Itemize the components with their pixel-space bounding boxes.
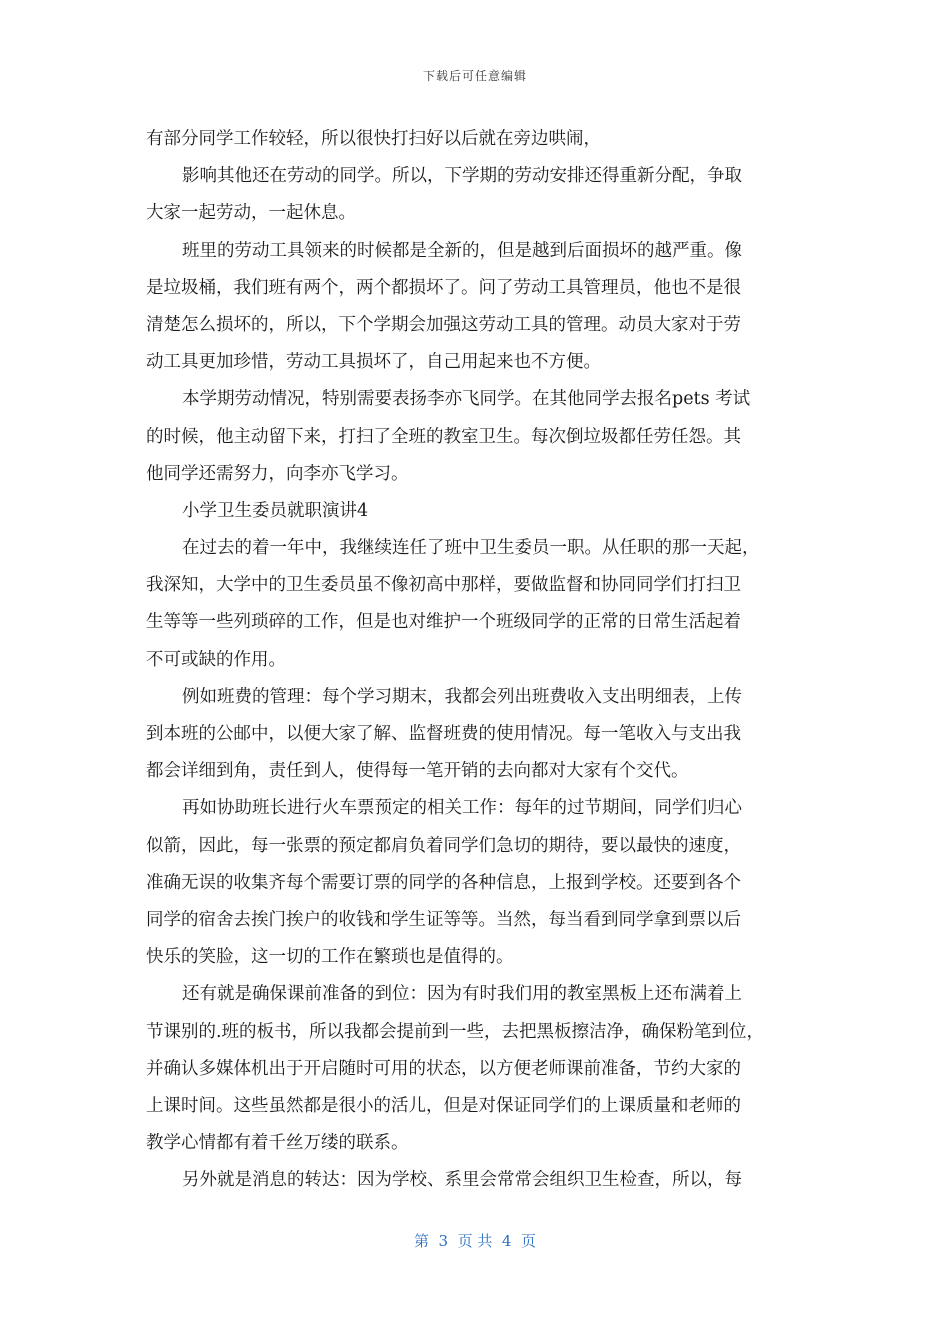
text-line: 准确无误的收集齐每个需要订票的同学的各种信息，上报到学校。还要到各个: [146, 872, 741, 893]
text-line: 班里的劳动工具领来的时候都是全新的，但是越到后面损坏的越严重。像: [182, 240, 742, 261]
header-note: 下载后可任意编辑: [422, 69, 527, 83]
text-line: 另外就是消息的转达：因为学校、系里会常常会组织卫生检查，所以，每: [182, 1170, 742, 1191]
paragraph: [146, 790, 816, 976]
text-line: 生等等一些列琐碎的工作，但是也对维护一个班级同学的正常的日常生活起着: [146, 612, 741, 633]
text-line: 例如班费的管理：每个学习期末，我都会列出班费收入支出明细表，上传: [182, 686, 742, 707]
paragraph: [146, 976, 816, 1162]
text-line: 动工具更加珍惜，劳动工具损坏了，自己用起来也不方便。: [146, 352, 601, 373]
paragraph: [146, 493, 816, 530]
text-line: 在过去的着一年中，我继续连任了班中卫生委员一职。从任职的那一天起，: [182, 538, 760, 559]
document-body: [146, 121, 816, 1199]
text-line: 再如协助班长进行火车票预定的相关工作：每年的过节期间，同学们归心: [182, 798, 742, 819]
paragraph: [146, 381, 816, 493]
paragraph: [146, 1162, 816, 1199]
text-line: 还有就是确保课前准备的到位：因为有时我们用的教室黑板上还布满着上: [182, 984, 742, 1005]
text-line: 并确认多媒体机出于开启随时可用的状态，以方便老师课前准备，节约大家的: [146, 1058, 741, 1079]
text-line: 有部分同学工作较轻，所以很快打扫好以后就在旁边哄闹，: [146, 129, 601, 149]
text-line: 他同学还需努力，向李亦飞学习。: [146, 463, 409, 484]
text-line: 不可或缺的作用。: [146, 649, 286, 670]
text-line: 同学的宿舍去挨门挨户的收钱和学生证等等。当然，每当看到同学拿到票以后: [146, 909, 741, 930]
text-line: 节课别的.班的板书，所以我都会提前到一些，去把黑板擦洁净，确保粉笔到位，: [146, 1021, 765, 1042]
text-line: 的时候，他主动留下来，打扫了全班的教室卫生。每次倒垃圾都任劳任怨。其: [146, 426, 741, 447]
paragraph: [146, 158, 816, 232]
text-line: 小学卫生委员就职演讲4: [182, 500, 369, 521]
text-line: 都会详细到角，责任到人，使得每一笔开销的去向都对大家有个交代。: [146, 761, 689, 782]
text-line: 到本班的公邮中，以便大家了解、监督班费的使用情况。每一笔收入与支出我: [146, 724, 741, 744]
paragraph: [146, 679, 816, 791]
text-line: 大家一起劳动，一起休息。: [146, 203, 356, 224]
text-line: 本学期劳动情况，特别需要表扬李亦飞同学。在其他同学去报名pets 考试: [182, 389, 751, 410]
paragraph: [146, 530, 816, 679]
text-line: 是垃圾桶，我们班有两个，两个都损坏了。问了劳动工具管理员，他也不是很: [146, 277, 741, 298]
page-number-footer: 第 3 页 共 4 页: [414, 1232, 536, 1250]
paragraph: [146, 121, 816, 158]
text-line: 快乐的笑脸，这一切的工作在繁琐也是值得的。: [146, 947, 514, 968]
text-line: 我深知，大学中的卫生委员虽不像初高中那样，要做监督和协同同学们打扫卫: [146, 575, 741, 596]
paragraph: [146, 233, 816, 382]
text-line: 教学心情都有着千丝万缕的联系。: [146, 1133, 409, 1154]
text-line: 似箭，因此，每一张票的预定都肩负着同学们急切的期待，要以最快的速度，: [146, 835, 741, 856]
text-line: 清楚怎么损坏的，所以，下个学期会加强这劳动工具的管理。动员大家对于劳: [146, 314, 741, 335]
text-line: 上课时间。这些虽然都是很小的活儿，但是对保证同学们的上课质量和老师的: [146, 1095, 741, 1116]
text-line: 影响其他还在劳动的同学。所以，下学期的劳动安排还得重新分配，争取: [182, 166, 742, 187]
